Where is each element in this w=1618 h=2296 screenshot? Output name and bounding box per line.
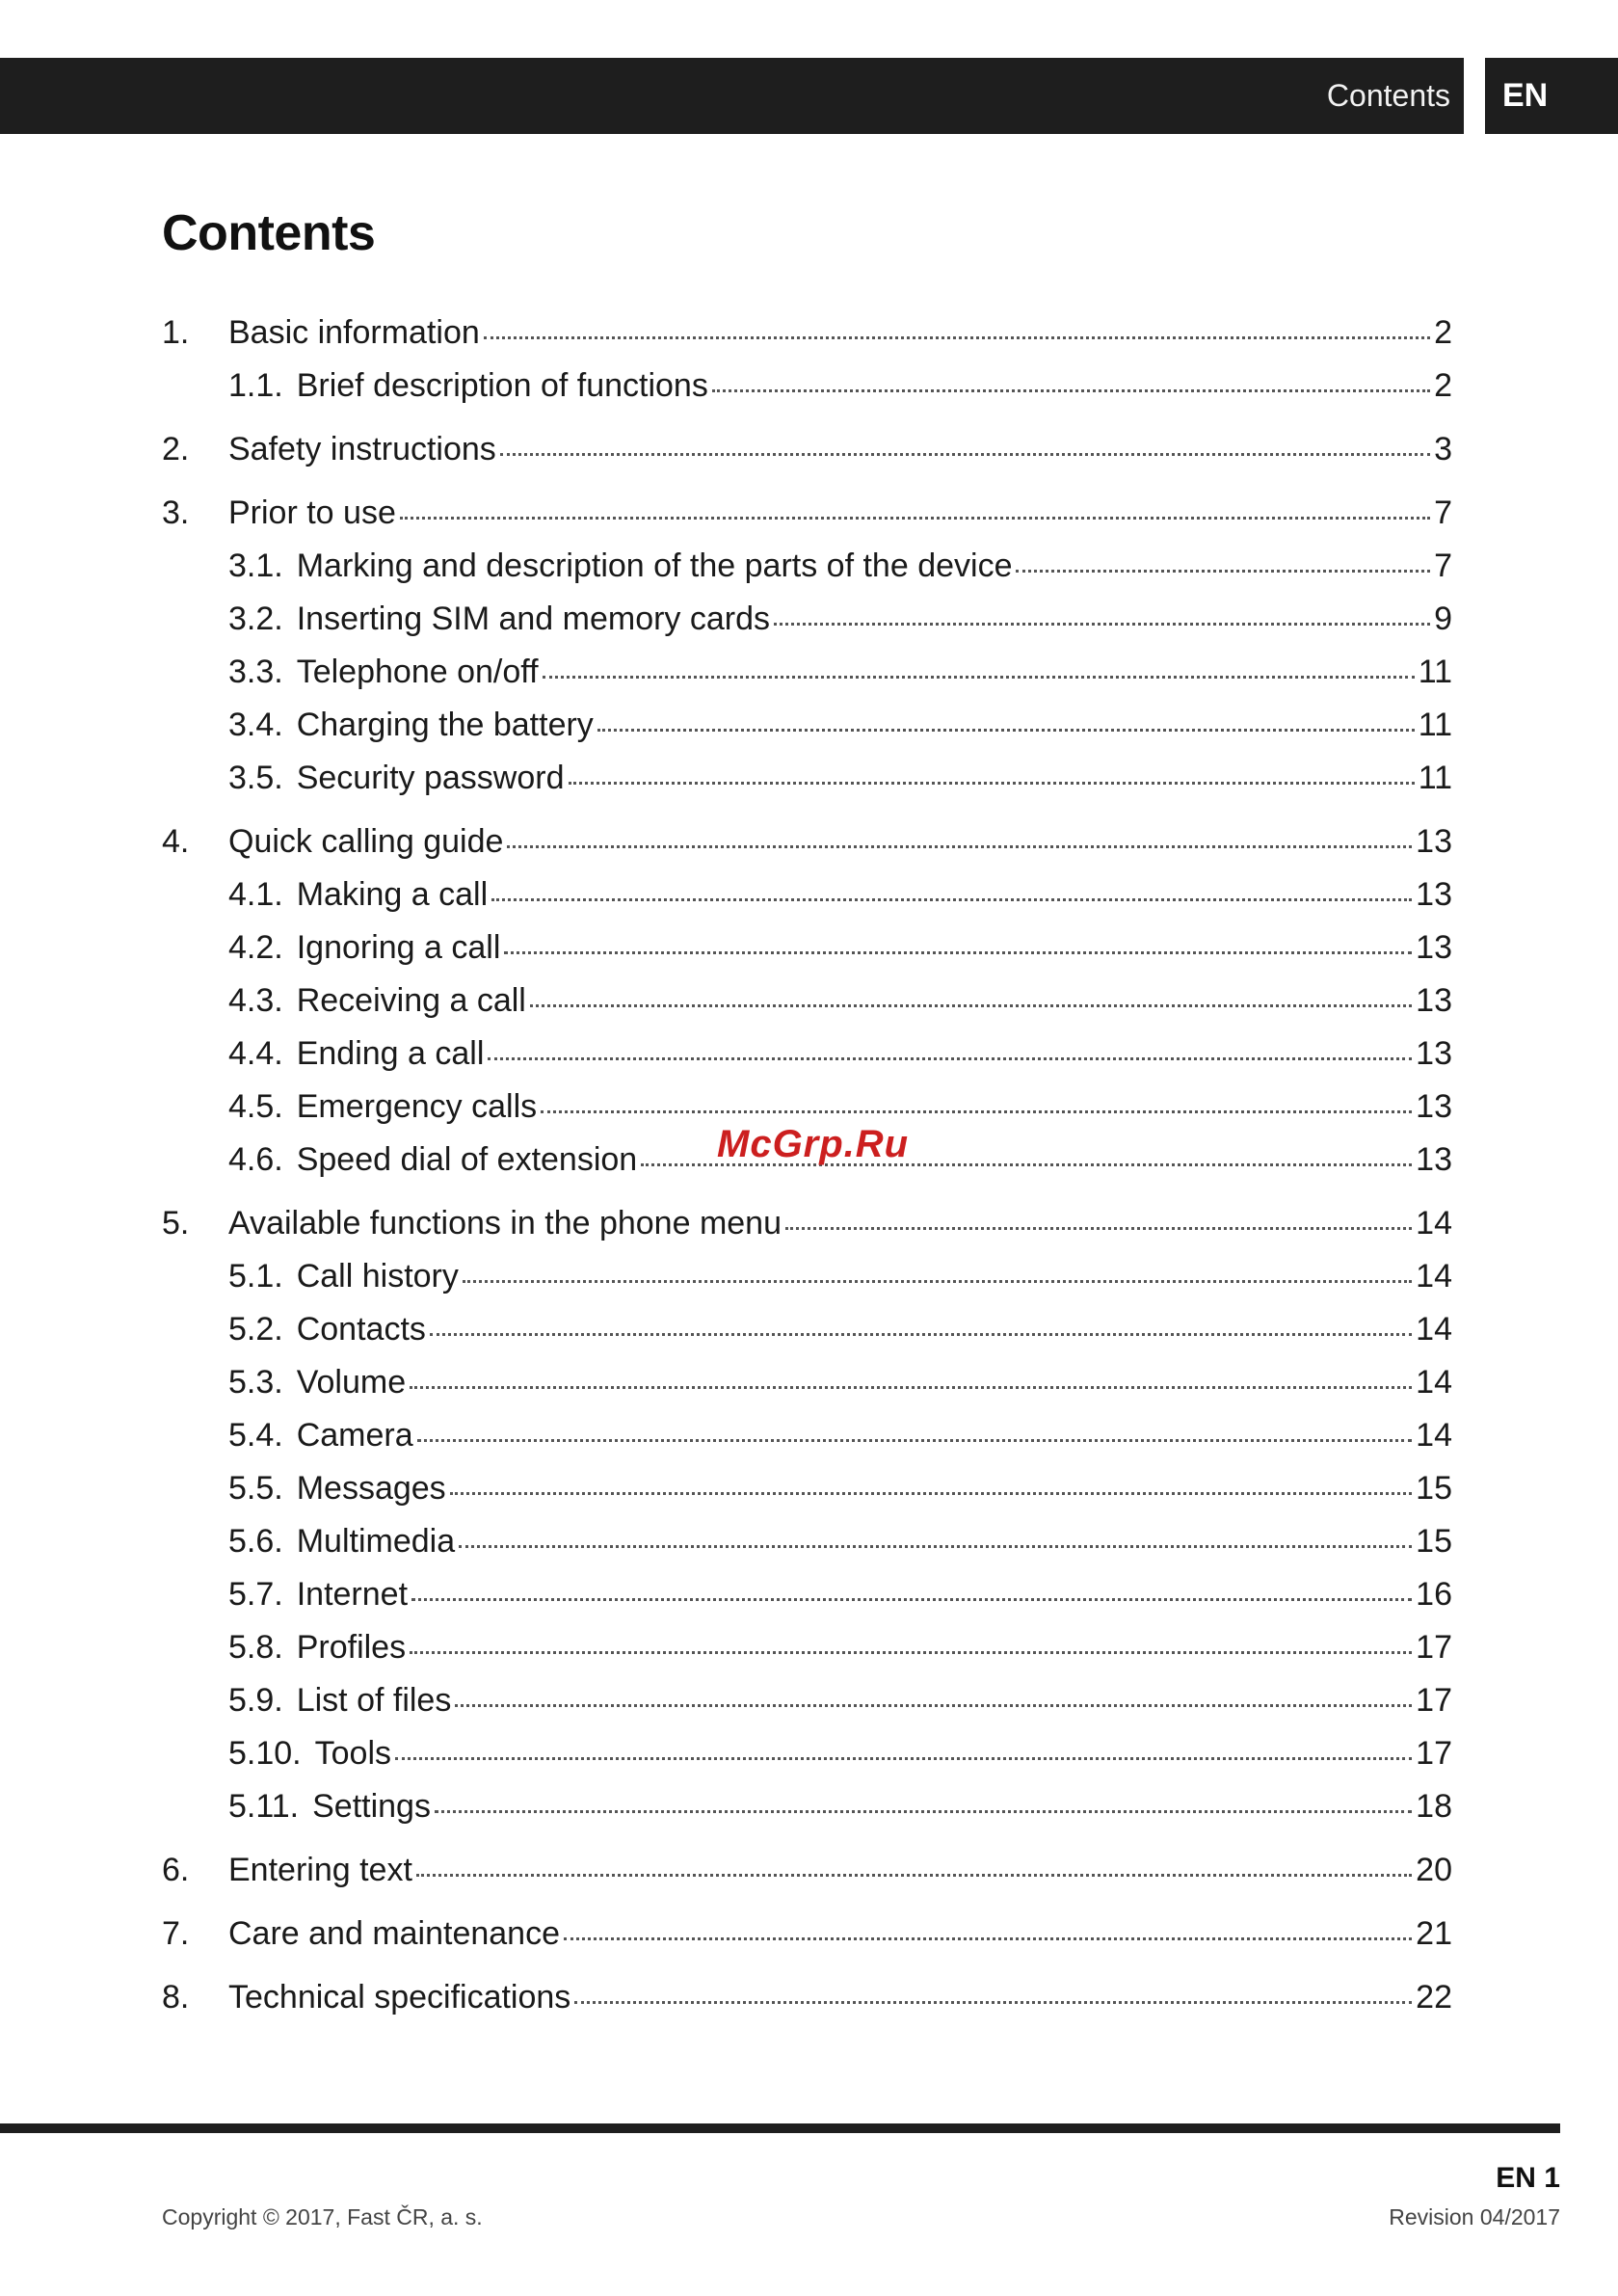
toc-entry-number: 3.2. [228, 601, 283, 637]
toc-entry-number: 5.9. [228, 1682, 283, 1719]
toc-dot-leader [530, 1001, 1412, 1007]
toc-entry-number: 3.1. [228, 547, 283, 584]
toc-entry-title: Brief description of functions [296, 367, 708, 404]
toc-page-number: 13 [1416, 1141, 1452, 1178]
toc-chapter-entry[interactable] [162, 307, 1452, 360]
toc-dot-leader [410, 1647, 1412, 1654]
toc-dot-leader [395, 1753, 1412, 1760]
toc-page-number: 11 [1418, 654, 1452, 690]
toc-section-entry[interactable] [162, 1780, 1452, 1833]
toc-entry-title: Multimedia [296, 1523, 456, 1560]
toc-entry-title: Quick calling guide [228, 823, 504, 860]
toc-dot-leader [491, 894, 1412, 901]
toc-page-number: 15 [1416, 1470, 1452, 1507]
toc-page-number: 15 [1416, 1523, 1452, 1560]
toc-page-number: 14 [1416, 1258, 1452, 1295]
copyright-text: Copyright © 2017, Fast ČR, a. s. [162, 2204, 483, 2229]
toc-dot-leader [455, 1700, 1412, 1707]
toc-section-entry[interactable] [162, 540, 1452, 593]
toc-page-number: 13 [1416, 982, 1452, 1019]
toc-section-entry[interactable] [162, 1250, 1452, 1303]
toc-entry-number: 5.11. [228, 1788, 300, 1825]
toc-entry-title: Entering text [228, 1852, 412, 1888]
toc-entry-title: Ignoring a call [296, 929, 501, 966]
toc-page-number: 14 [1416, 1311, 1452, 1348]
toc-dot-leader [400, 513, 1430, 520]
toc-entry-title: Care and maintenance [228, 1915, 561, 1952]
toc-page-number: 7 [1434, 494, 1452, 531]
toc-dot-leader [541, 1107, 1412, 1113]
toc-entry-title: Safety instructions [228, 431, 496, 467]
toc-section-entry[interactable] [162, 1674, 1452, 1727]
toc-entry-number: 5. [162, 1205, 190, 1241]
toc-entry-title: Inserting SIM and memory cards [296, 601, 771, 637]
toc-dot-leader [712, 386, 1430, 392]
toc-dot-leader [417, 1435, 1413, 1442]
toc-page-number: 11 [1418, 760, 1452, 796]
toc-entry-number: 5.3. [228, 1364, 283, 1401]
toc-dot-leader [416, 1870, 1412, 1877]
toc-entry-title: Emergency calls [296, 1088, 538, 1125]
language-label: EN [1502, 77, 1549, 114]
toc-section-entry[interactable] [162, 1621, 1452, 1674]
toc-section-entry[interactable] [162, 1409, 1452, 1462]
toc-entry-title: Internet [296, 1576, 409, 1613]
header-bar [0, 58, 1464, 134]
toc-page-number: 13 [1416, 1035, 1452, 1072]
toc-page-number: 13 [1416, 1088, 1452, 1125]
toc-dot-leader [410, 1382, 1412, 1389]
toc-page-number: 13 [1416, 876, 1452, 913]
toc-entry-title: Receiving a call [296, 982, 526, 1019]
toc-section-entry[interactable] [162, 1727, 1452, 1780]
toc-entry-number: 4.3. [228, 982, 283, 1019]
toc-entry-title: Technical specifications [228, 1979, 571, 2016]
toc-entry-number: 3. [162, 494, 190, 531]
toc-section-entry[interactable] [162, 1515, 1452, 1568]
toc-page-number: 3 [1434, 431, 1452, 467]
toc-entry-title: Contacts [296, 1311, 426, 1348]
toc-dot-leader [564, 1934, 1412, 1940]
toc-entry-number: 3.4. [228, 707, 283, 743]
toc-dot-leader [500, 449, 1430, 456]
toc-entry-title: Making a call [296, 876, 489, 913]
toc-page-number: 17 [1416, 1629, 1452, 1666]
toc-entry-number: 5.1. [228, 1258, 283, 1295]
toc-section-entry[interactable] [162, 1303, 1452, 1356]
toc-entry-title: Marking and description of the parts of the device [296, 547, 1013, 584]
toc-page-number: 14 [1416, 1417, 1452, 1454]
toc-entry-number: 6. [162, 1852, 190, 1888]
revision-text: Revision 04/2017 [1389, 2204, 1560, 2229]
toc-entry-title: Call history [296, 1258, 459, 1295]
toc-dot-leader [574, 1997, 1412, 2004]
toc-chapter-entry[interactable] [162, 487, 1452, 540]
toc-entry-title: Available functions in the phone menu [228, 1205, 782, 1241]
toc-entry-number: 3.5. [228, 760, 283, 796]
toc-section-entry[interactable] [162, 646, 1452, 699]
toc-dot-leader [430, 1329, 1412, 1336]
toc-entry-number: 4.6. [228, 1141, 283, 1178]
toc-entry-title: Speed dial of extension [296, 1141, 638, 1178]
toc-page-number: 9 [1434, 601, 1452, 637]
toc-entry-title: List of files [296, 1682, 452, 1719]
toc-entry-number: 5.8. [228, 1629, 283, 1666]
toc-page-number: 16 [1416, 1576, 1452, 1613]
toc-page-number: 22 [1416, 1979, 1452, 2016]
toc-dot-leader [507, 841, 1412, 848]
toc-entry-number: 2. [162, 431, 190, 467]
toc-entry-title: Tools [314, 1735, 391, 1772]
toc-dot-leader [484, 333, 1430, 339]
toc-section-entry[interactable] [162, 921, 1452, 974]
toc-entry-number: 8. [162, 1979, 190, 2016]
toc-entry-number: 1.1. [228, 367, 283, 404]
toc-section-entry[interactable] [162, 593, 1452, 646]
toc-page-number: 17 [1416, 1682, 1452, 1719]
toc-dot-leader [1016, 566, 1430, 573]
toc-entry-number: 4.1. [228, 876, 283, 913]
toc-chapter-entry[interactable] [162, 423, 1452, 476]
toc-page-number: 20 [1416, 1852, 1452, 1888]
toc-chapter-entry[interactable] [162, 815, 1452, 868]
page-title: Contents [162, 205, 376, 261]
toc-page-number: 21 [1416, 1915, 1452, 1952]
toc-dot-leader [785, 1223, 1412, 1230]
toc-dot-leader [569, 778, 1415, 785]
toc-entry-title: Charging the battery [296, 707, 594, 743]
toc-page-number: 14 [1416, 1364, 1452, 1401]
toc-section-entry[interactable] [162, 868, 1452, 921]
toc-entry-number: 5.2. [228, 1311, 283, 1348]
toc-page-number: 7 [1434, 547, 1452, 584]
toc-entry-number: 4.4. [228, 1035, 283, 1072]
toc-dot-leader [411, 1594, 1412, 1601]
toc-page-number: 2 [1434, 367, 1452, 404]
toc-section-entry[interactable] [162, 752, 1452, 805]
watermark: McGrp.Ru [717, 1123, 910, 1165]
toc-entry-number: 4.2. [228, 929, 283, 966]
toc-dot-leader [435, 1806, 1412, 1813]
toc-entry-title: Telephone on/off [296, 654, 539, 690]
toc-section-entry[interactable] [162, 974, 1452, 1028]
toc-entry-title: Camera [296, 1417, 413, 1454]
toc-page-number: 13 [1416, 929, 1452, 966]
language-tab [1485, 58, 1618, 134]
toc-page-number: 18 [1416, 1788, 1452, 1825]
toc-entry-title: Profiles [296, 1629, 407, 1666]
toc-entry-title: Messages [296, 1470, 446, 1507]
toc-dot-leader [774, 619, 1430, 626]
page-number: EN 1 [1496, 2162, 1560, 2194]
toc-section-entry[interactable] [162, 1568, 1452, 1621]
header-title: Contents [1326, 78, 1450, 113]
toc-page-number: 13 [1416, 823, 1452, 860]
toc-entry-title: Ending a call [296, 1035, 485, 1072]
toc-chapter-entry[interactable] [162, 1971, 1452, 2024]
toc-section-entry[interactable] [162, 1462, 1452, 1515]
toc-dot-leader [543, 672, 1415, 679]
toc-section-entry[interactable] [162, 1356, 1452, 1409]
footer-rule [0, 2123, 1560, 2133]
toc-entry-number: 5.4. [228, 1417, 283, 1454]
toc-chapter-entry[interactable] [162, 1844, 1452, 1897]
toc-dot-leader [504, 948, 1412, 954]
toc-entry-title: Settings [312, 1788, 431, 1825]
toc-entry-number: 5.5. [228, 1470, 283, 1507]
toc-dot-leader [459, 1541, 1412, 1548]
toc-dot-leader [597, 725, 1415, 732]
toc-page-number: 11 [1418, 707, 1452, 743]
toc-entry-title: Security password [296, 760, 565, 796]
toc-entry-number: 1. [162, 314, 190, 351]
toc-entry-title: Prior to use [228, 494, 396, 531]
toc-entry-number: 7. [162, 1915, 190, 1952]
toc-entry-number: 4.5. [228, 1088, 283, 1125]
toc-page-number: 2 [1434, 314, 1452, 351]
toc-dot-leader [488, 1054, 1412, 1060]
toc-entry-title: Basic information [228, 314, 480, 351]
toc-entry-number: 3.3. [228, 654, 283, 690]
toc-chapter-entry[interactable] [162, 1197, 1452, 1250]
toc-entry-number: 5.6. [228, 1523, 283, 1560]
toc-entry-number: 4. [162, 823, 190, 860]
toc-page-number: 17 [1416, 1735, 1452, 1772]
toc-dot-leader [450, 1488, 1412, 1495]
toc-entry-number: 5.10. [228, 1735, 302, 1772]
toc-chapter-entry[interactable] [162, 1908, 1452, 1961]
toc-entry-title: Volume [296, 1364, 407, 1401]
toc-dot-leader [463, 1276, 1412, 1283]
toc-entry-number: 5.7. [228, 1576, 283, 1613]
toc-page-number: 14 [1416, 1205, 1452, 1241]
toc-section-entry[interactable] [162, 1028, 1452, 1081]
toc-section-entry[interactable] [162, 699, 1452, 752]
toc-section-entry[interactable] [162, 360, 1452, 413]
